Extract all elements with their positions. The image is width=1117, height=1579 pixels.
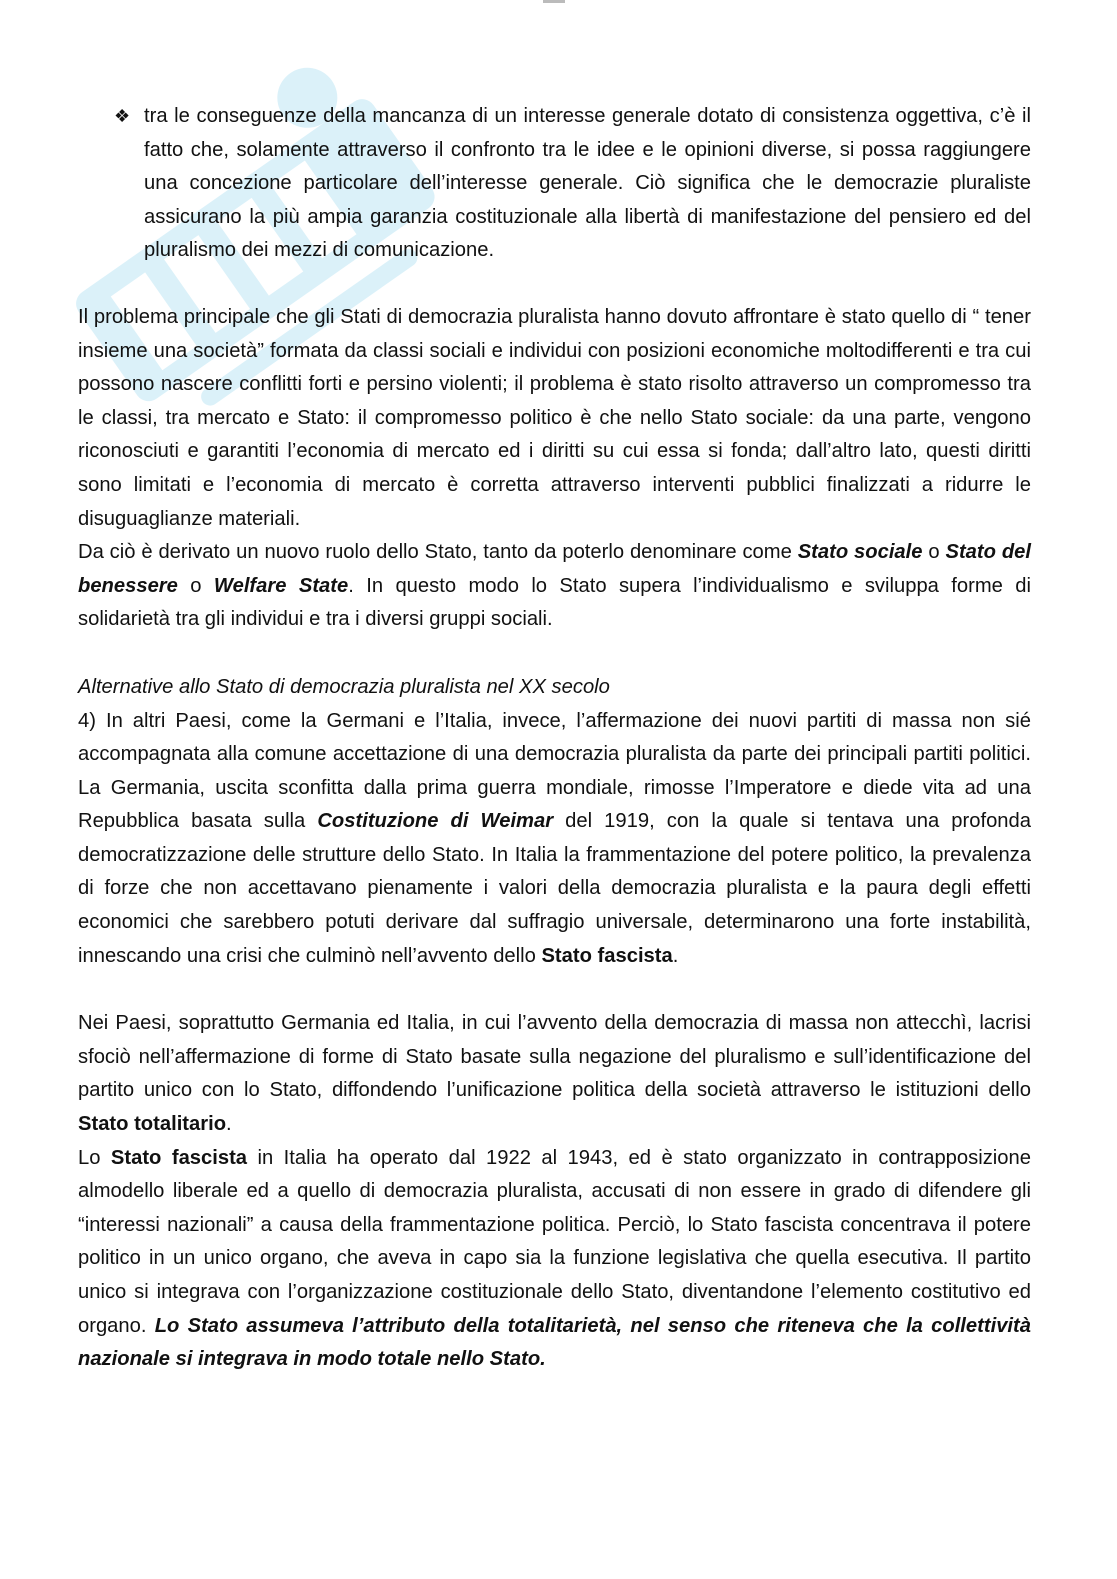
top-mark bbox=[543, 0, 565, 3]
paragraph-welfare: Da ciò è derivato un nuovo ruolo dello Stato, tanto da poterlo denominare come Stato sociale o Stato del benessere o Welfare State. In questo modo lo Stato supera l’individualismo e sviluppa forme di solidarietà tra gli individui e tra i diversi gruppi sociali. bbox=[78, 541, 1031, 631]
term-welfare-state: Welfare State bbox=[213, 574, 349, 597]
term-stato-del-benessere: Stato del benessere bbox=[78, 541, 1031, 597]
term-stato-fascista: Stato fascista bbox=[541, 944, 673, 967]
paragraph-fascist-state: Lo Stato fascista in Italia ha operato dal 1922 al 1943, ed è stato organizzato in contrapposizione almodello liberale ed a quello di democrazia pluralista, accusati di non essere in grado di difendere gli “interessi nazionali” a causa della frammentazione politica. Perciò, lo Stato fascista concentrava il potere politico in un unico organo, che aveva in capo sia la funzione legislativa che quella esecutiva. Il partito unico si integrava con l’organizzazione costituzionale dello Stato, diventandone l’elemento costitutivo ed organo. Lo Stato assumeva l’attributo della totalitarietà, nel senso che riteneva che la collettività nazionale si integrava in modo totale nello Stato. bbox=[78, 1146, 1031, 1371]
term-stato-fascista-2: Stato fascista bbox=[110, 1146, 248, 1169]
paragraph-totalitarian: Nei Paesi, soprattutto Germania ed Italia, in cui l’avvento della democrazia di massa non attecchì, lacrisi sfociò nell’affermazione di forme di Stato basate sulla negazione del pluralismo e sull’identificazione del partito unico con lo Stato, diffondendo l’unificazione politica della società attraverso le istituzioni dello Stato totalitario. bbox=[78, 1012, 1031, 1136]
emphasis-totalitarieta: Lo Stato assumeva l’attributo della totalitarietà, nel senso che riteneva che la collettività nazionale si integrava in modo totale nello Stato. bbox=[78, 1314, 1031, 1371]
term-stato-totalitario: Stato totalitario bbox=[78, 1113, 227, 1136]
document-body bbox=[78, 100, 1031, 1377]
paragraph-problem: Il problema principale che gli Stati di democrazia pluralista hanno dovuto affrontare è stato quello di “ tener insieme una società” formata da classi sociali e individui con posizioni economiche moltodifferenti e tra cui possono nascere conflitti forti e persino violenti; il problema è stato risolto attraverso un compromesso tra le classi, tra mercato e Stato: il compromesso politico è che nello Stato sociale: da una parte, vengono riconosciuti e garantiti l’economia di mercato ed i diritti su cui essa si fonda; dall’altro lato, questi diritti sono limitati e l’economia di mercato è corretta attraverso interventi pubblici finalizzati a ridurre le disuguaglianze materiali. bbox=[78, 305, 1031, 530]
section-heading: Alternative allo Stato di democrazia pluralista nel XX secolo bbox=[78, 675, 610, 698]
bullet-diamond-icon: ❖ bbox=[114, 106, 131, 126]
bullet-item bbox=[78, 100, 1031, 268]
bullet-text: tra le conseguenze della mancanza di un interesse generale dotato di consistenza oggettiva, c’è il fatto che, solamente attraverso il confronto tra le idee e le opinioni diverse, si possa raggiungere una concezione particolare dell’interesse generale. Ciò significa che le democrazie pluraliste assicurano la più ampia garanzia costituzionale alla libertà di manifestazione del pensiero ed del pluralismo dei mezzi di comunicazione. bbox=[144, 105, 1031, 262]
term-costituzione-weimar: Costituzione di Weimar bbox=[317, 810, 554, 833]
term-stato-sociale: Stato sociale bbox=[797, 541, 923, 564]
paragraph-alternatives: 4) In altri Paesi, come la Germani e l’Italia, invece, l’affermazione dei nuovi partiti di massa non sié accompagnata alla comune accettazione di una democrazia pluralista da parte dei principali partiti politici. La Germania, uscita sconfitta dalla prima guerra mondiale, rimosse l’Imperatore e diede vita ad una Repubblica basata sulla Costituzione di Weimar del 1919, con la quale si tentava una profonda democratizzazione delle strutture dello Stato. In Italia la frammentazione del potere politico, la prevalenza di forze che non accettavano pienamente i valori della democrazia pluralista e la paura degli effetti economici che sarebbero potuti derivare dal suffragio universale, determinarono una forte instabilità, innescando una crisi che culminò nell’avvento dello Stato fascista. bbox=[78, 709, 1031, 967]
